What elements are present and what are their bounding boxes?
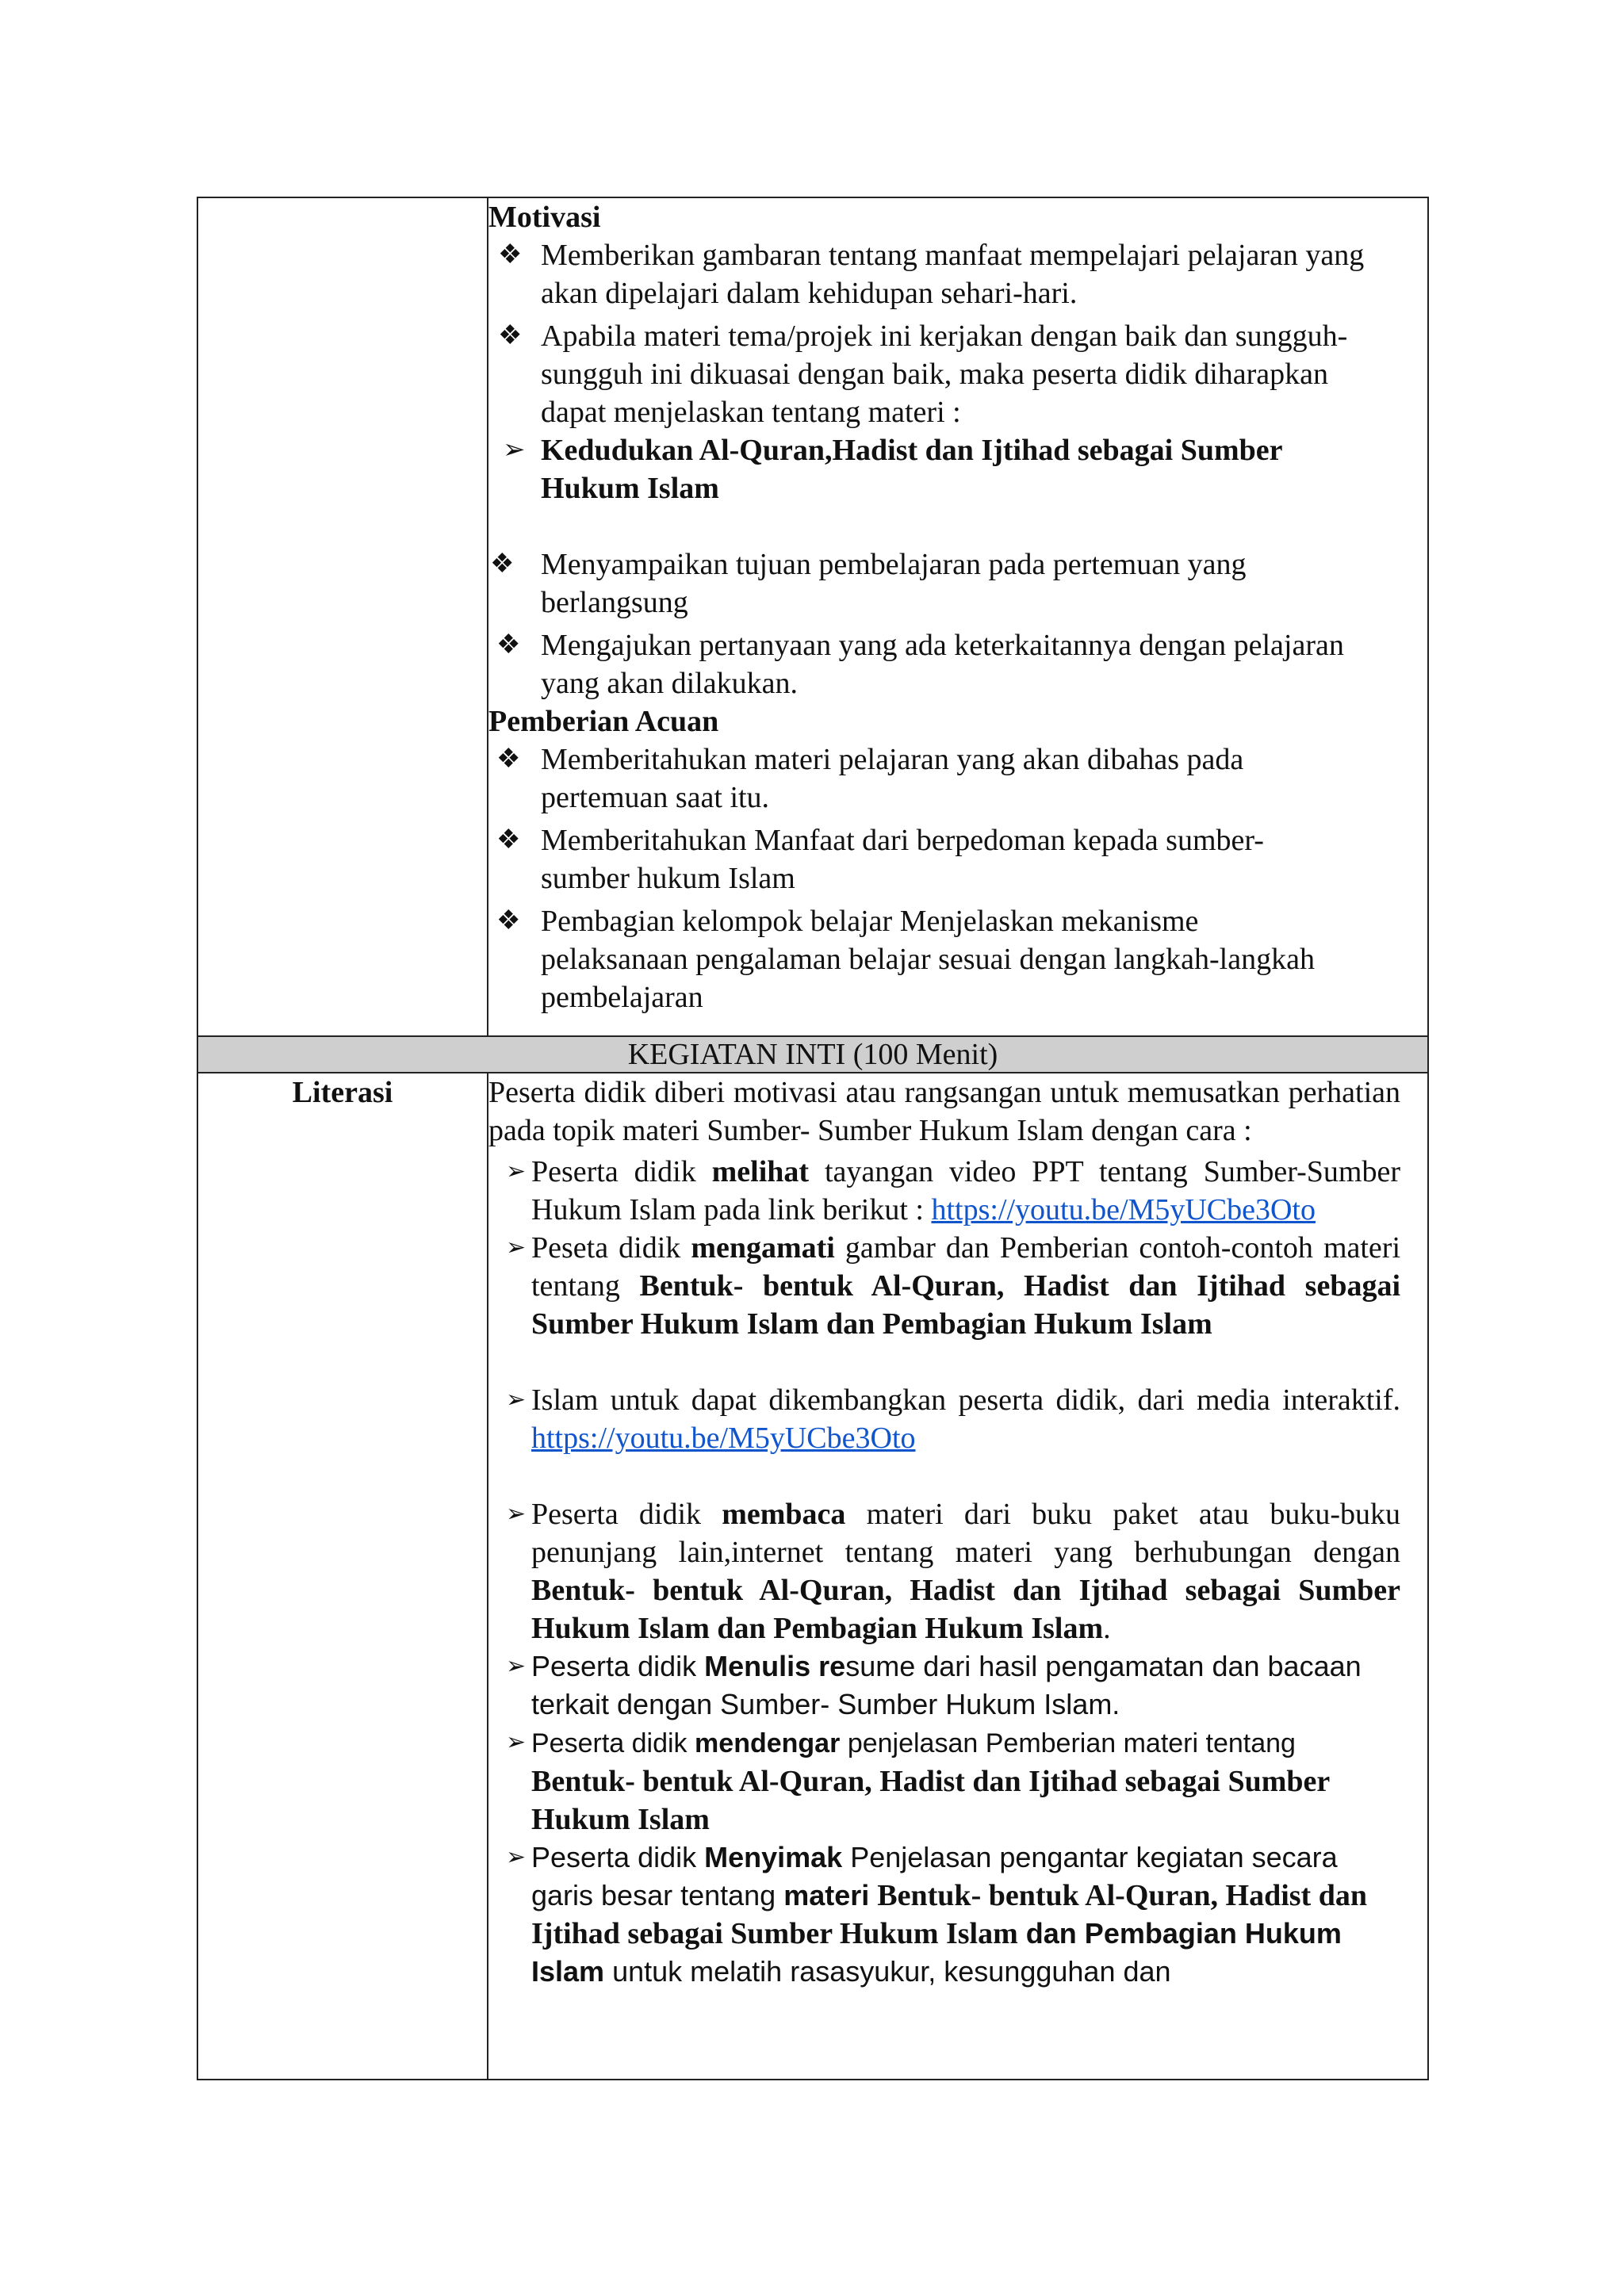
kegiatan-inti-header: KEGIATAN INTI (100 Menit) <box>197 1036 1428 1073</box>
diamond-bullet-icon: ❖ <box>496 744 521 774</box>
literasi-point-3: ➢ Islam untuk dapat dikembangkan peserta didik, dari media interaktif. https://youtu.be/M5yUCbe3Oto <box>488 1381 1400 1457</box>
motivasi-cell <box>488 197 1428 1036</box>
literasi-point-2: ➢ Peseta didik mengamati gambar dan Pemberian contoh-contoh materi tentang Bentuk- bentuk Al-Quran, Hadist dan Ijtihad sebagai Sumber Hukum Islam dan Pembagian Hukum Islam <box>488 1229 1400 1343</box>
arrowhead-bullet-icon: ➢ <box>506 1844 527 1870</box>
literasi-label: Literasi <box>197 1073 488 2080</box>
arrowhead-bullet-icon: ➢ <box>503 435 526 465</box>
diamond-bullet-icon: ❖ <box>496 906 521 936</box>
diamond-bullet-icon: ❖ <box>496 825 521 855</box>
motivasi-item-4: ❖ Mengajukan pertanyaan yang ada keterkaitannya dengan pelajaran yang akan dilakukan. <box>488 626 1427 702</box>
youtube-link[interactable]: https://youtu.be/M5yUCbe3Oto <box>931 1193 1316 1226</box>
motivasi-arrow-item: ➢ Kedudukan Al-Quran,Hadist dan Ijtihad sebagai Sumber Hukum Islam <box>488 431 1427 507</box>
literasi-point-1: ➢ Peserta didik melihat tayangan video PPT tentang Sumber-Sumber Hukum Islam pada link berikut : https://youtu.be/M5yUCbe3Oto <box>488 1153 1400 1229</box>
diamond-bullet-icon: ❖ <box>490 549 515 579</box>
acuan-item-1: ❖ Memberitahukan materi pelajaran yang akan dibahas pada pertemuan saat itu. <box>488 740 1427 817</box>
acuan-title: Pemberian Acuan <box>488 705 719 738</box>
motivasi-item-3: ❖ Menyampaikan tujuan pembelajaran pada pertemuan yang berlangsung <box>488 545 1427 622</box>
arrowhead-bullet-icon: ➢ <box>506 1653 527 1679</box>
youtube-link-2[interactable]: https://youtu.be/M5yUCbe3Oto <box>531 1422 916 1455</box>
diamond-bullet-icon: ❖ <box>498 240 523 270</box>
motivasi-item-2: ❖ Apabila materi tema/projek ini kerjakan dengan baik dan sungguh-sungguh ini dikuasai dengan baik, maka peserta didik diharapkan dapat menjelaskan tentang materi : <box>488 317 1427 431</box>
motivasi-item-1: ❖ Memberikan gambaran tentang manfaat mempelajari pelajaran yang akan dipelajari dalam kehidupan sehari-hari. <box>488 236 1427 312</box>
arrowhead-bullet-icon: ➢ <box>506 1234 527 1261</box>
diamond-bullet-icon: ❖ <box>498 321 523 350</box>
motivasi-title: Motivasi <box>488 201 601 234</box>
literasi-cell <box>488 1073 1428 2080</box>
literasi-point-4: ➢ Peserta didik membaca materi dari buku paket atau buku-buku penunjang lain,internet tentang materi yang berhubungan dengan Bentuk- bentuk Al-Quran, Hadist dan Ijtihad sebagai Sumber Hukum Islam dan Pembagian Hukum Islam. <box>488 1495 1400 1647</box>
acuan-item-3: ❖ Pembagian kelompok belajar Menjelaskan mekanisme pelaksanaan pengalaman belajar sesuai dengan langkah-langkah pembelajaran <box>488 902 1427 1016</box>
arrowhead-bullet-icon: ➢ <box>506 1387 527 1413</box>
literasi-point-6: ➢ Peserta didik mendengar penjelasan Pemberian materi tentang Bentuk- bentuk Al-Quran, Hadist dan Ijtihad sebagai Sumber Hukum Islam <box>488 1724 1400 1839</box>
literasi-intro: Peserta didik diberi motivasi atau rangsangan untuk memusatkan perhatian pada topik materi Sumber- Sumber Hukum Islam dengan cara : <box>488 1076 1400 1147</box>
acuan-item-2: ❖ Memberitahukan Manfaat dari berpedoman kepada sumber-sumber hukum Islam <box>488 821 1427 897</box>
arrowhead-bullet-icon: ➢ <box>506 1158 527 1184</box>
left-cell-empty <box>197 197 488 1036</box>
lesson-plan-table <box>197 197 1429 2080</box>
literasi-point-7: ➢ Peserta didik Menyimak Penjelasan pengantar kegiatan secara garis besar tentang materi Bentuk- bentuk Al-Quran, Hadist dan Ijtihad sebagai Sumber Hukum Islam dan Pembagian Hukum Islam untuk melatih rasasyukur, kesungguhan dan <box>488 1839 1400 1991</box>
literasi-point-5: ➢ Peserta didik Menulis resume dari hasil pengamatan dan bacaan terkait dengan Sumber- Sumber Hukum Islam. <box>488 1647 1400 1724</box>
arrowhead-bullet-icon: ➢ <box>506 1501 527 1527</box>
arrowhead-bullet-icon: ➢ <box>506 1729 527 1755</box>
diamond-bullet-icon: ❖ <box>496 630 521 660</box>
